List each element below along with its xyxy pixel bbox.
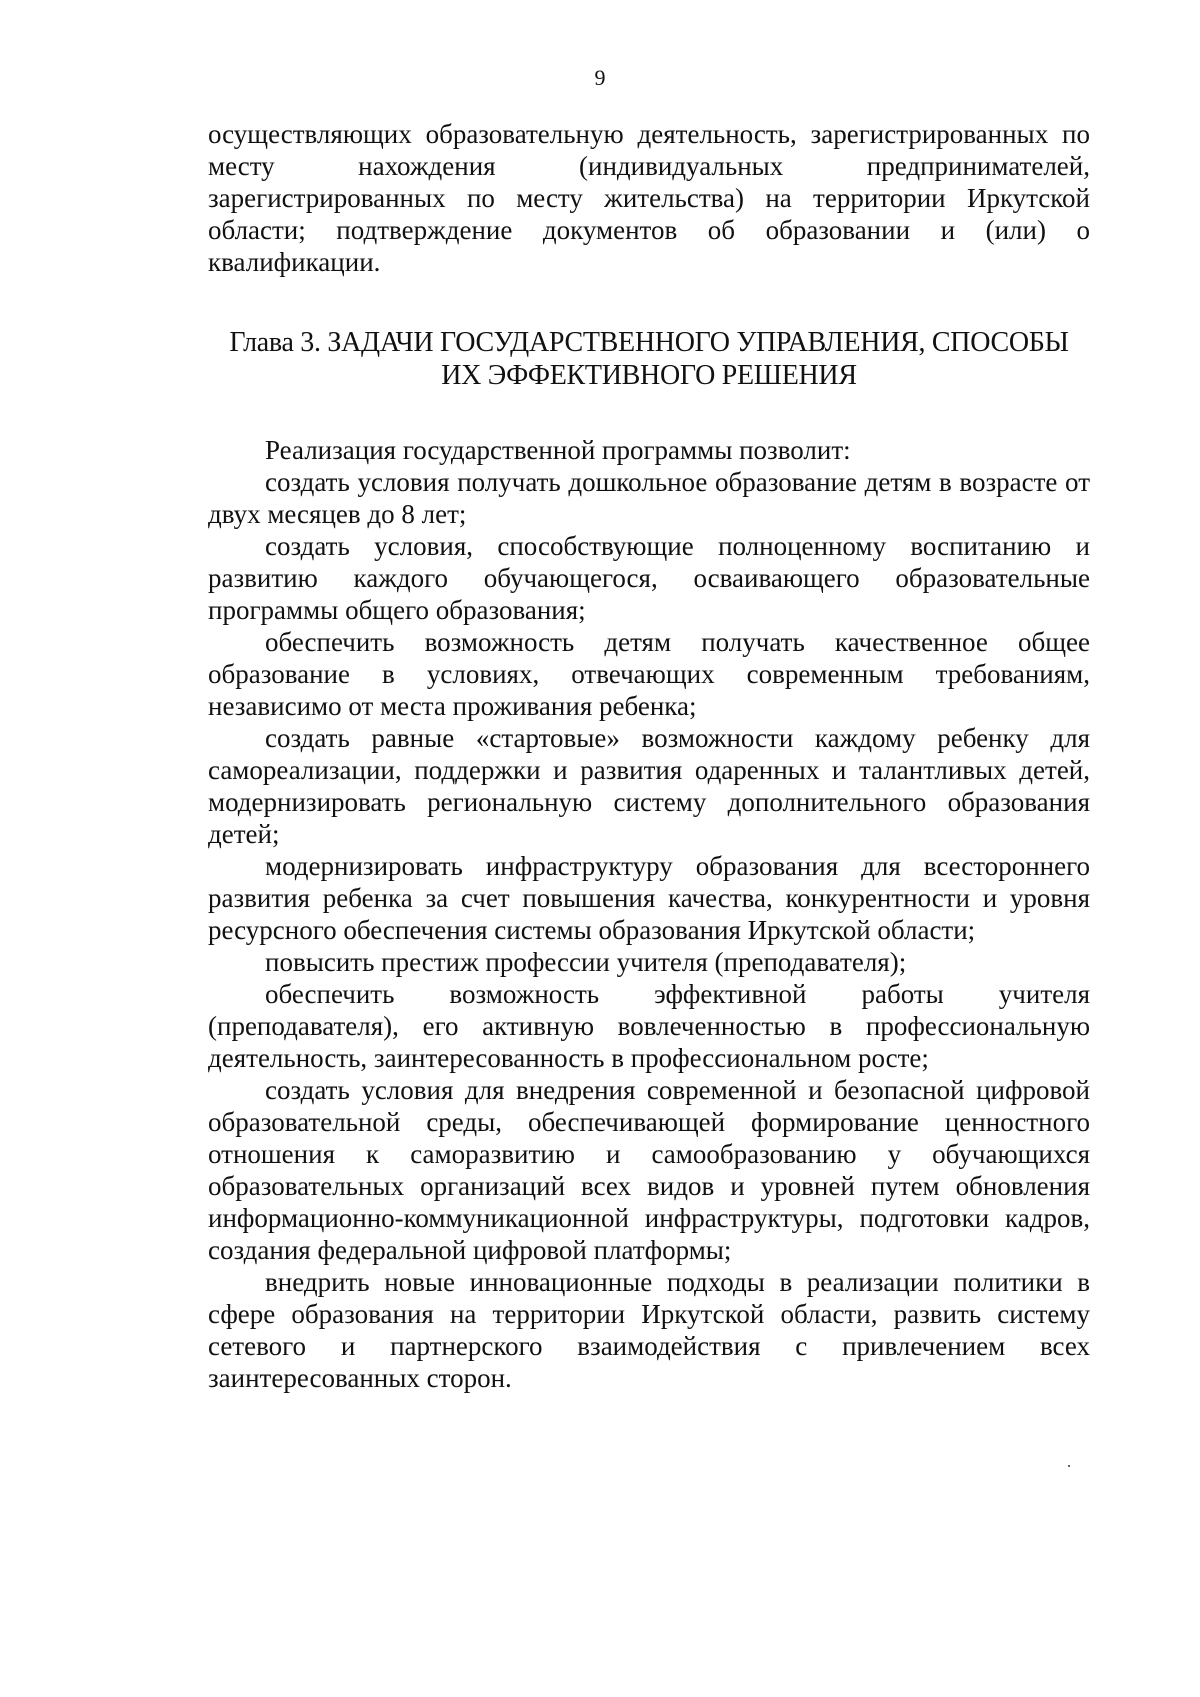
task-paragraph: повысить престиж профессии учителя (преподавателя); [265, 947, 907, 977]
task-paragraph: создать условия для внедрения современной и безопасной цифровой образовательной среды, обеспечивающей формирование ценностного отношения к саморазвитию и самообразованию у обучающихся образовательных организаций всех видов и уровней путем обновления информационно-коммуникационной инфраструктуры, подготовки кадров, создания федеральной цифровой платформы; [208, 1075, 1090, 1265]
intro-paragraph: осуществляющих образовательную деятельность, зарегистрированных по месту нахождения (индивидуальных предпринимателей, зарегистрированных по месту жительства) на территории Иркутской области; подтверждение документов об образовании и (или) о квалификации. [208, 119, 1090, 277]
page-number: 9 [594, 65, 606, 90]
task-paragraph: создать равные «стартовые» возможности каждому ребенку для самореализации, поддержки и развития одаренных и талантливых детей, модернизировать региональную систему дополнительного образования детей; [208, 723, 1090, 849]
lead-in-paragraph: Реализация государственной программы позволит: [265, 435, 851, 465]
chapter-heading-line-1: Глава 3. ЗАДАЧИ ГОСУДАРСТВЕННОГО УПРАВЛЕНИЯ, СПОСОБЫ [229, 327, 1069, 358]
document-body [208, 118, 1090, 1394]
task-paragraph: создать условия, способствующие полноценному воспитанию и развитию каждого обучающегося, осваивающего образовательные программы общего образования; [208, 531, 1090, 625]
task-paragraph: обеспечить возможность эффективной работы учителя (преподавателя), его активную вовлеченностью в профессиональную деятельность, заинтересованность в профессиональном росте; [208, 979, 1090, 1073]
task-paragraph: внедрить новые инновационные подходы в реализации политики в сфере образования на территории Иркутской области, развить систему сетевого и партнерского взаимодействия с привлечением всех заинтересованных сторон. [208, 1267, 1090, 1393]
chapter-heading-line-2: ИХ ЭФФЕКТИВНОГО РЕШЕНИЯ [441, 360, 857, 391]
scan-artifact-dot [1068, 1465, 1070, 1467]
chapter-heading [208, 326, 1090, 392]
task-paragraph: создать условия получать дошкольное образование детям в возрасте от двух месяцев до 8 лет; [208, 467, 1090, 529]
task-paragraph: обеспечить возможность детям получать качественное общее образование в условиях, отвечающих современным требованиям, независимо от места проживания ребенка; [208, 627, 1090, 721]
task-paragraph: модернизировать инфраструктуру образования для всестороннего развития ребенка за счет повышения качества, конкурентности и уровня ресурсного обеспечения системы образования Иркутской области; [208, 851, 1090, 945]
task-list [208, 434, 1090, 1394]
